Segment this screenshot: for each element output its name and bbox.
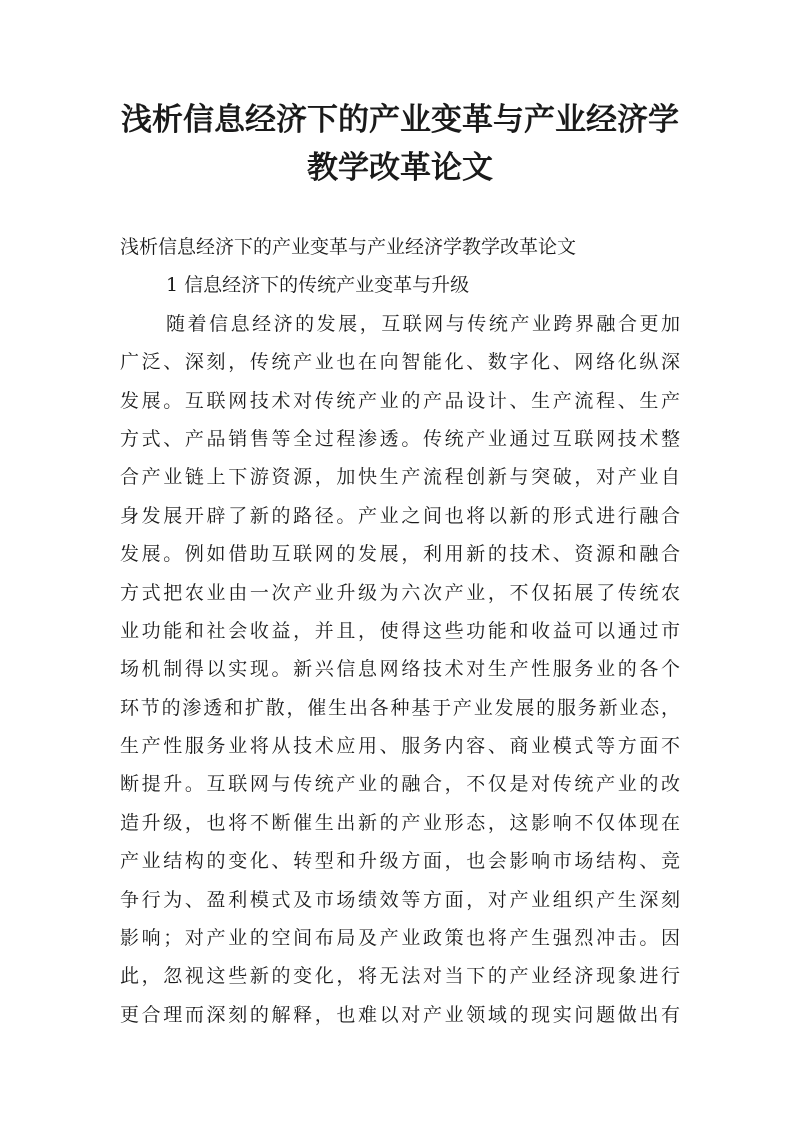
document-body (120, 228, 680, 1034)
paragraph-line: 随着信息经济的发展，互联网与传统产业跨界融合更加 (166, 312, 680, 335)
paragraph-line: 此，忽视这些新的变化，将无法对当下的产业经济现象进行 (120, 965, 680, 988)
section-heading: 1 信息经济下的传统产业变革与升级 (166, 274, 470, 297)
paragraph-line: 发展。例如借助互联网的发展，利用新的技术、资源和融合 (120, 543, 680, 566)
paragraph-line: 断提升。互联网与传统产业的融合，不仅是对传统产业的改 (120, 773, 680, 796)
document-title (100, 96, 700, 192)
paragraph-line: 业功能和社会收益，并且，使得这些功能和收益可以通过市 (120, 619, 680, 642)
paragraph-line: 产业结构的变化、转型和升级方面，也会影响市场结构、竞 (120, 850, 680, 873)
paragraph-line: 更合理而深刻的解释，也难以对产业领域的现实问题做出有 (120, 1003, 680, 1026)
paragraph-line: 环节的渗透和扩散，催生出各种基于产业发展的服务新业态， (120, 696, 680, 719)
paragraph-line: 场机制得以实现。新兴信息网络技术对生产性服务业的各个 (120, 658, 680, 681)
paragraph-line: 造升级，也将不断催生出新的产业形态，这影响不仅体现在 (120, 811, 680, 834)
paragraph-line: 影响；对产业的空间布局及产业政策也将产生强烈冲击。因 (120, 927, 680, 950)
paragraph-line: 争行为、盈利模式及市场绩效等方面，对产业组织产生深刻 (120, 888, 680, 911)
paragraph-line: 生产性服务业将从技术应用、服务内容、商业模式等方面不 (120, 735, 680, 758)
paragraph-line: 广泛、深刻，传统产业也在向智能化、数字化、网络化纵深 (120, 351, 680, 374)
subtitle: 浅析信息经济下的产业变革与产业经济学教学改革论文 (120, 236, 577, 258)
paragraph-line: 方式、产品销售等全过程渗透。传统产业通过互联网技术整 (120, 427, 680, 450)
paragraph-line: 身发展开辟了新的路径。产业之间也将以新的形式进行融合 (120, 504, 680, 527)
title-line-1: 浅析信息经济下的产业变革与产业经济学 (121, 102, 679, 138)
paragraph-line: 方式把农业由一次产业升级为六次产业，不仅拓展了传统农 (120, 581, 680, 604)
paragraph-line: 合产业链上下游资源，加快生产流程创新与突破，对产业自 (120, 466, 680, 489)
title-line-2: 教学改革论文 (307, 150, 493, 186)
paragraph-line: 发展。互联网技术对传统产业的产品设计、生产流程、生产 (120, 389, 680, 412)
